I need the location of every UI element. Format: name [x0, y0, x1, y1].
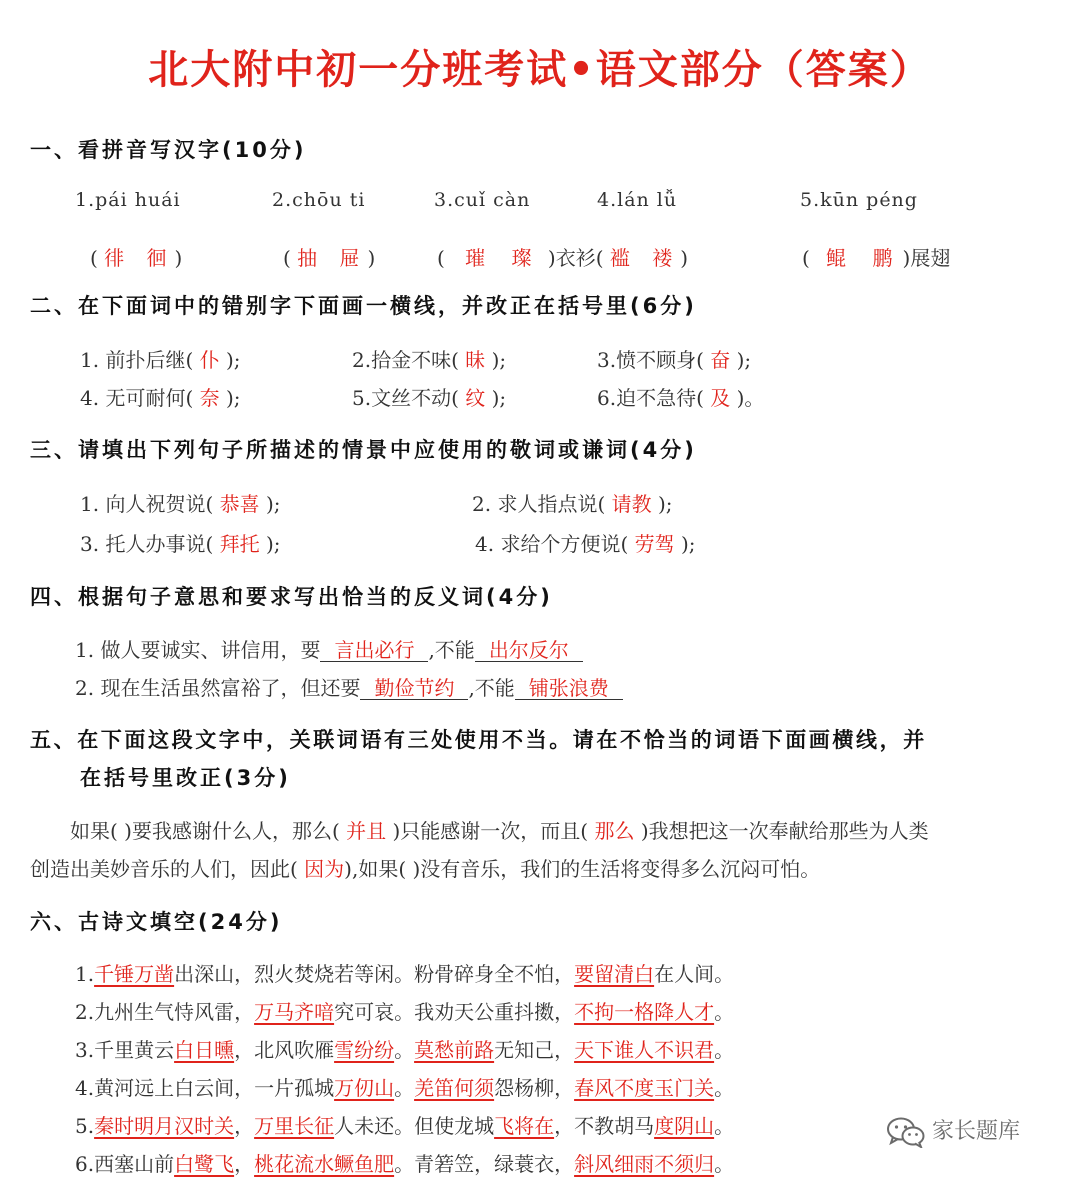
- s4-line-1: [75, 634, 583, 663]
- section3-heading: 三、请填出下列句子所描述的情景中应使用的敬词或谦词(4分): [30, 438, 697, 462]
- s2-item-2-ans: 昧: [465, 348, 486, 372]
- poem-text: 。: [714, 1114, 735, 1138]
- poem-answer: 雪纷纷: [334, 1038, 395, 1062]
- s3-item-3-ans: 拜托: [219, 532, 260, 556]
- poem-answer: 白日曛: [174, 1038, 235, 1062]
- poem-answer: 度阴山: [654, 1114, 715, 1138]
- poem-line-1: [75, 958, 734, 987]
- s2-item-4-label: 4. 无可耐何: [80, 386, 186, 410]
- pinyin-3: 3.cuǐ càn: [434, 189, 531, 211]
- answer-4-text: 褴 褛: [609, 246, 681, 270]
- answer-5-text: 鲲 鹏: [826, 246, 903, 270]
- s5-p2-ans: 因为: [304, 857, 345, 881]
- s2-item-3-label: 3.愤不顾身: [597, 348, 697, 372]
- s2-item-5-ans: 纹: [465, 386, 486, 410]
- poem-answer: 万仞山: [334, 1076, 395, 1100]
- s3-item-4: 4. 求给个方便说( 劳驾 );: [475, 532, 696, 556]
- s2-item-4: 4. 无可耐何( 奈 );: [80, 386, 241, 410]
- poem-text: 无知己，: [494, 1038, 575, 1062]
- poem-line-4: [75, 1072, 734, 1101]
- poem-text: 。: [714, 1076, 735, 1100]
- s4-l1-ans1: 言出必行: [320, 639, 428, 662]
- pinyin-5: 5.kūn péng: [800, 189, 918, 211]
- s4-l2-ans2: 铺张浪费: [515, 677, 623, 700]
- pinyin-1: 1.pái huái: [75, 189, 181, 211]
- poem-text: 。: [394, 1038, 415, 1062]
- answer-2-text: 抽 屉: [297, 246, 368, 270]
- poem-answer: 要留清白: [574, 962, 655, 986]
- s4-line-2: [75, 672, 623, 701]
- s2-item-1-ans: 仆: [199, 348, 220, 372]
- poem-text: 究可哀。我劝天公重抖擞，: [334, 1000, 575, 1024]
- poem-text: 4.黄河远上白云间，一片孤城: [75, 1076, 335, 1100]
- poem-text: 出深山，烈火焚烧若等闲。粉骨碎身全不怕，: [174, 962, 575, 986]
- answer-2: ( 抽 屉): [283, 246, 376, 270]
- section1-heading: 一、看拼音写汉字(10分): [30, 138, 307, 162]
- s5-paragraph-line1: [70, 815, 929, 844]
- s5-p2-d: )没有音乐，我们的生活将变得多么沉闷可怕。: [412, 857, 821, 881]
- poem-answer: 千锤万凿: [94, 962, 175, 986]
- s2-item-3: 3.愤不顾身( 奋 );: [597, 348, 752, 372]
- answer-5: ( 鲲 鹏)展翅: [802, 246, 951, 270]
- s4-l2-a: 2. 现在生活虽然富裕了，但还要: [75, 676, 361, 700]
- page-title: 北大附中初一分班考试•语文部分（答案）: [148, 47, 932, 93]
- poem-line-5: [75, 1110, 734, 1139]
- s5-p1-a: 如果(: [70, 819, 118, 843]
- poem-text: 3.千里黄云: [75, 1038, 175, 1062]
- answer-5-suffix: 展翅: [910, 246, 951, 270]
- s2-item-5: 5.文丝不动( 纹 );: [352, 386, 507, 410]
- s2-item-2-label: 2.拾金不味: [352, 348, 452, 372]
- s2-item-1-label: 1. 前扑后继: [80, 348, 186, 372]
- answer-1: ( 徘 徊): [90, 246, 183, 270]
- poem-text: 6.西塞山前: [75, 1152, 175, 1176]
- poem-answer: 羌笛何须: [414, 1076, 495, 1100]
- poem-answer: 万马齐喑: [254, 1000, 335, 1024]
- s5-p2-c: ),如果(: [344, 857, 407, 881]
- s3-item-2: 2. 求人指点说( 请教 );: [472, 492, 673, 516]
- s3-item-4-num: 4.: [475, 532, 495, 556]
- s3-item-1-num: 1.: [80, 492, 100, 516]
- poem-line-2: [75, 996, 734, 1025]
- poem-answer: 莫愁前路: [414, 1038, 495, 1062]
- poem-answer: 桃花流水鳜鱼肥: [254, 1152, 395, 1176]
- pinyin-4: 4.lán lǚ: [597, 189, 678, 211]
- s2-item-4-ans: 奈: [199, 386, 220, 410]
- poem-text: 5.: [75, 1114, 95, 1138]
- answer-3: ( 璀 璨 )衣衫( 褴 褛): [437, 246, 689, 270]
- wechat-icon: [886, 1116, 926, 1148]
- poem-answer: 春风不度玉门关: [574, 1076, 715, 1100]
- answer-4-prefix: 衣衫: [555, 246, 596, 270]
- s2-item-6: 6.迫不急待( 及 )。: [597, 386, 765, 410]
- section4-heading: 四、根据句子意思和要求写出恰当的反义词(4分): [30, 585, 553, 609]
- poem-text: ，: [234, 1152, 255, 1176]
- s3-item-1-ans: 恭喜: [219, 492, 260, 516]
- s5-p1-ans2: 那么: [594, 819, 635, 843]
- poem-answer: 斜风细雨不须归: [574, 1152, 715, 1176]
- s3-item-3-num: 3.: [80, 532, 100, 556]
- section5-heading-line2: 在括号里改正(3分): [80, 766, 291, 790]
- poem-answer: 白鹭飞: [174, 1152, 235, 1176]
- s5-p1-ans1: 并且: [346, 819, 387, 843]
- s2-item-6-ans: 及: [710, 386, 731, 410]
- s3-item-2-num: 2.: [472, 492, 492, 516]
- s4-l2-c: ,不能: [468, 676, 515, 700]
- s2-item-3-ans: 奋: [710, 348, 731, 372]
- s5-p1-b: )要我感谢什么人，那么(: [124, 819, 340, 843]
- s4-l2-ans1: 勤俭节约: [360, 677, 468, 700]
- s3-item-2-label: 求人指点说: [497, 492, 598, 516]
- poem-text: ，: [234, 1114, 255, 1138]
- poem-answer: 飞将在: [494, 1114, 555, 1138]
- poem-answer: 不拘一格降人才: [574, 1000, 715, 1024]
- s3-item-4-label: 求给个方便说: [500, 532, 621, 556]
- poem-text: ，北风吹雁: [234, 1038, 335, 1062]
- poem-text: 怨杨柳，: [494, 1076, 575, 1100]
- s5-p2-a: 创造出美妙音乐的人们，因此(: [30, 857, 298, 881]
- watermark-text: 家长题库: [932, 1119, 1021, 1144]
- watermark: [886, 1114, 1020, 1148]
- s5-paragraph-line2: [30, 853, 820, 882]
- s5-p1-f: )我想把这一次奉献给那些为人类: [640, 819, 929, 843]
- section5-heading-line1: 五、在下面这段文字中，关联词语有三处使用不当。请在不恰当的词语下面画横线，并: [30, 728, 927, 752]
- s2-item-1: 1. 前扑后继( 仆 );: [80, 348, 241, 372]
- s3-item-1: 1. 向人祝贺说( 恭喜 );: [80, 492, 281, 516]
- poem-text: 。: [394, 1076, 415, 1100]
- s2-item-5-label: 5.文丝不动: [352, 386, 452, 410]
- s3-item-2-ans: 请教: [611, 492, 652, 516]
- poem-text: 1.: [75, 962, 95, 986]
- s3-item-3: 3. 托人办事说( 拜托 );: [80, 532, 281, 556]
- pinyin-2: 2.chōu ti: [272, 189, 366, 211]
- poem-text: 在人间。: [654, 962, 735, 986]
- s3-item-1-label: 向人祝贺说: [105, 492, 206, 516]
- s4-l1-ans2: 出尔反尔: [475, 639, 583, 662]
- poem-line-3: [75, 1034, 734, 1063]
- s5-p1-d: )只能感谢一次，而且(: [392, 819, 589, 843]
- poem-answer: 天下谁人不识君: [574, 1038, 715, 1062]
- s3-item-3-label: 托人办事说: [105, 532, 206, 556]
- s4-l1-c: ,不能: [428, 638, 475, 662]
- poem-text: 。: [714, 1000, 735, 1024]
- poem-text: ，不教胡马: [554, 1114, 655, 1138]
- poem-text: 。: [714, 1038, 735, 1062]
- answer-1-text: 徘 徊: [104, 246, 175, 270]
- poem-text: 。: [714, 1152, 735, 1176]
- section6-heading: 六、古诗文填空(24分): [30, 910, 283, 934]
- poem-line-6: [75, 1148, 734, 1177]
- s3-item-4-ans: 劳驾: [634, 532, 675, 556]
- s2-item-6-label: 6.迫不急待: [597, 386, 697, 410]
- answer-3-text: 璀 璨: [465, 246, 542, 270]
- poem-text: 2.九州生气恃风雷，: [75, 1000, 255, 1024]
- s2-item-2: 2.拾金不味( 昧 );: [352, 348, 507, 372]
- poem-text: 人未还。但使龙城: [334, 1114, 495, 1138]
- poem-answer: 万里长征: [254, 1114, 335, 1138]
- poem-answer: 秦时明月汉时关: [94, 1114, 235, 1138]
- poem-text: 。青箬笠，绿蓑衣，: [394, 1152, 575, 1176]
- section2-heading: 二、在下面词中的错别字下面画一横线，并改正在括号里(6分): [30, 294, 697, 318]
- s4-l1-a: 1. 做人要诚实、讲信用，要: [75, 638, 321, 662]
